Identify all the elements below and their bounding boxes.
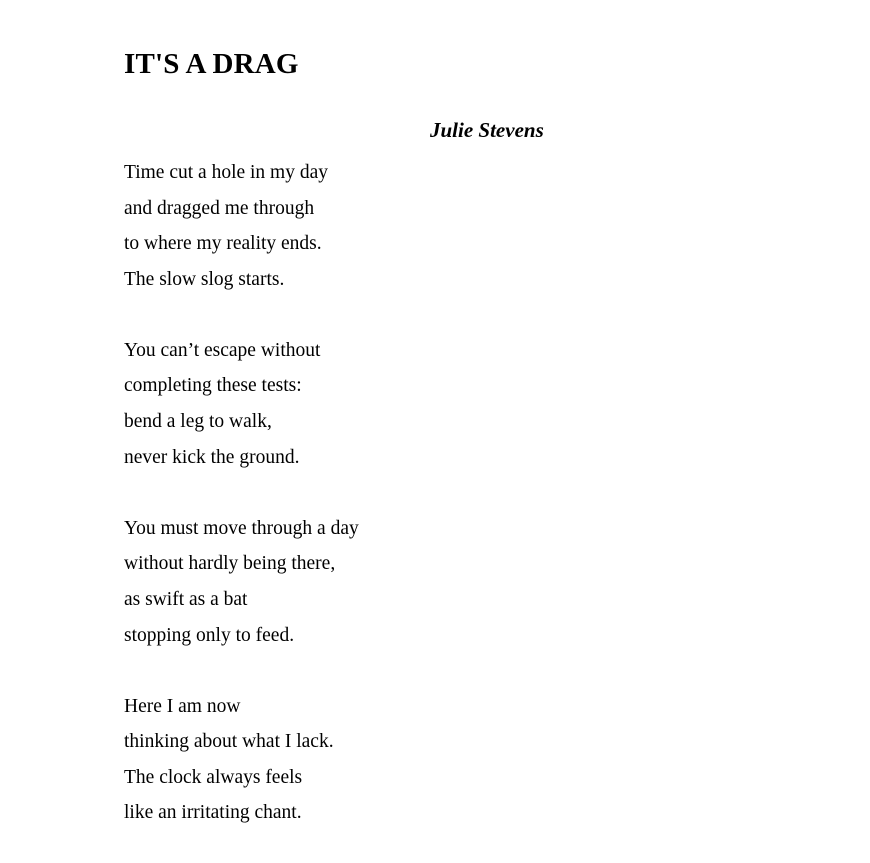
stanza-3 (124, 511, 359, 653)
poem-line: You must move through a day (124, 517, 359, 539)
poem-body (124, 155, 359, 831)
poem-title: IT'S A DRAG (124, 48, 299, 80)
poem-line: Here I am now (124, 695, 241, 717)
poem-author: Julie Stevens (430, 118, 544, 142)
poem-line: completing these tests: (124, 375, 302, 397)
poem-line: bend a leg to walk, (124, 411, 272, 433)
poem-line: The clock always feels (124, 766, 303, 788)
poem-line: and dragged me through (124, 197, 315, 219)
poem-line: thinking about what I lack. (124, 731, 334, 753)
poem-line: stopping only to feed. (124, 624, 295, 646)
poem-line: You can’t escape without (124, 339, 321, 361)
poem-line: like an irritating chant. (124, 802, 302, 824)
stanza-1 (124, 155, 359, 297)
poem-line: never kick the ground. (124, 446, 300, 468)
poem-line: as swift as a bat (124, 588, 248, 610)
poem-line: to where my reality ends. (124, 233, 322, 255)
poem-line: without hardly being there, (124, 553, 336, 575)
stanza-2 (124, 333, 359, 475)
poem-line: The slow slog starts. (124, 268, 285, 290)
poem-line: Time cut a hole in my day (124, 162, 329, 183)
stanza-4 (124, 689, 359, 831)
